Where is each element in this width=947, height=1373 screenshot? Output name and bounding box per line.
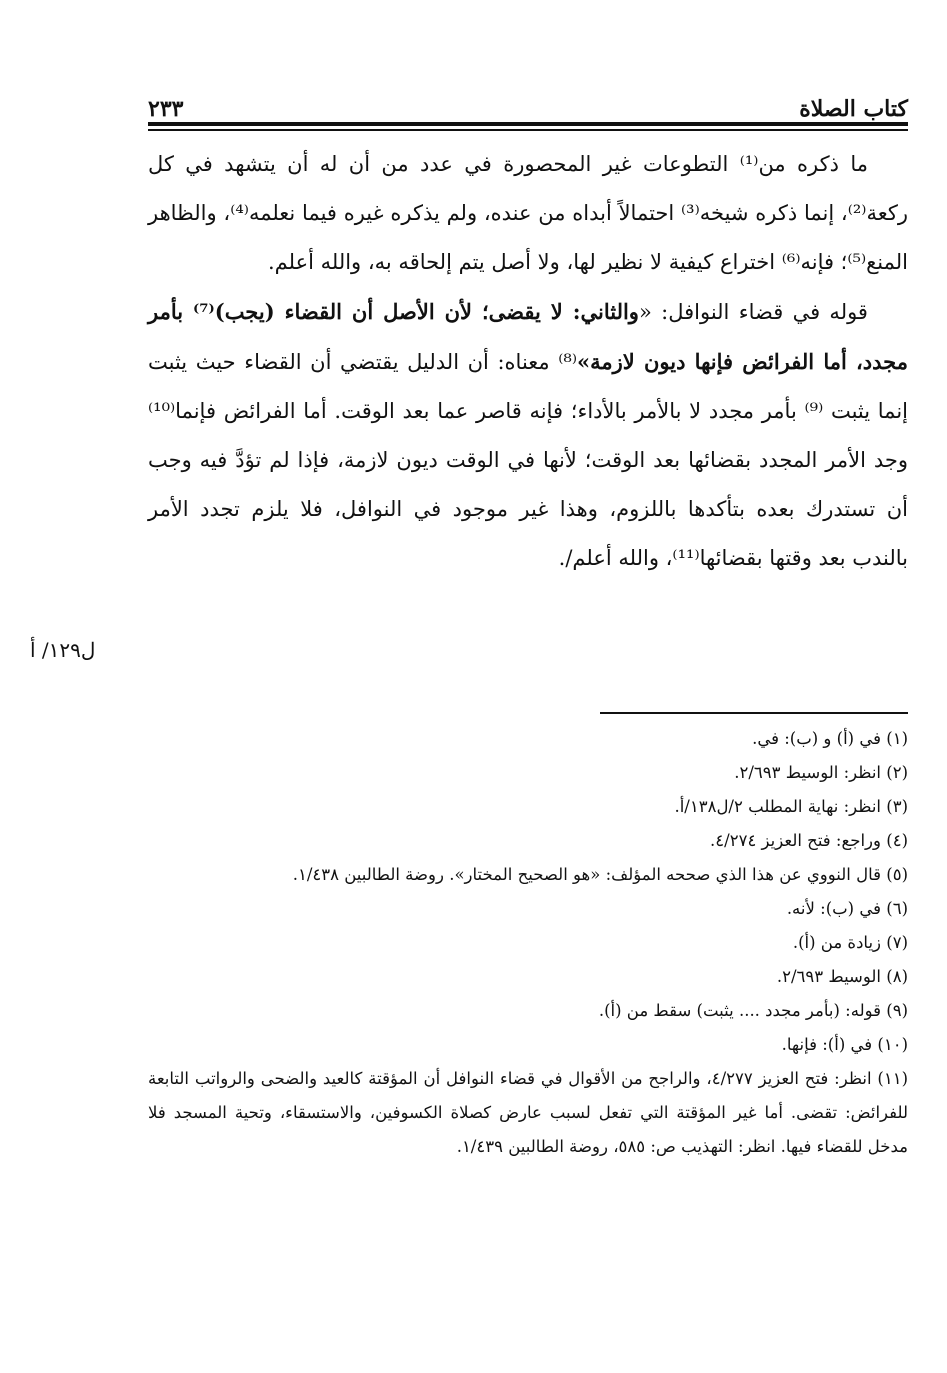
footnote-2: (٢) انظر: الوسيط ٢/٦٩٣.	[734, 763, 908, 782]
footnote-3: (٣) انظر: نهاية المطلب ٢/ل١٣٨/أ.	[674, 797, 908, 816]
footnote-9: (٩) قوله: (بأمر مجدد .... يثبت) سقط من (أ).	[598, 1001, 908, 1020]
main-text	[148, 140, 908, 583]
paragraph-2	[148, 287, 908, 583]
paragraph-2-commentary: ⁽⁸⁾ معناه: أن الدليل يقتضي أن القضاء حيث يثبت إنما يثبت ⁽⁹⁾ بأمر مجدد لا بالأمر بالأداء؛ فإنه قاصر عما بعد الوقت. أما الفرائض فإنما⁽¹⁰⁾ وجد الأمر المجدد بقضائها بعد الوقت؛ لأنها في الوقت ديون لازمة، فإذا لم تؤدَّ فيه وجب أن تستدرك بعده بتأكدها باللزوم، وهذا غير موجود في النوافل، فلا يلزم تجدد الأمر بالندب بعد وقتها بقضائها⁽¹¹⁾، والله أعلم/.	[148, 350, 909, 570]
paragraph-1: ما ذكره من⁽¹⁾ التطوعات غير المحصورة في عدد من أن له أن يتشهد في كل ركعة⁽²⁾، إنما ذكره شيخه⁽³⁾ احتمالاً أبداه من عنده، ولم يذكره غيره فيما نعلمه⁽⁴⁾، والظاهر المنع⁽⁵⁾؛ فإنه⁽⁶⁾ اختراع كيفية لا نظير لها، ولا أصل يتم إلحاقه به، والله أعلم.	[148, 152, 908, 274]
manuscript-folio-note: ل١٢٩/ أ	[30, 638, 96, 662]
paragraph-2-quote: والثاني: لا يقضى؛ لأن الأصل أن القضاء (يجب)⁽⁷⁾ بأمر مجدد، أما الفرائض فإنها ديون لازمة»	[148, 299, 908, 374]
page-header	[148, 88, 908, 122]
chapter-title: كتاب الصلاة	[799, 96, 908, 122]
footnote-separator	[600, 712, 908, 714]
footnote-10: (١٠) في (أ): فإنها.	[781, 1035, 908, 1054]
header-rule-thick	[148, 122, 908, 126]
footnote-4: (٤) وراجع: فتح العزيز ٤/٢٧٤.	[710, 831, 908, 850]
footnote-1: (١) في (أ) و (ب): في.	[752, 729, 908, 748]
paragraph-2-intro: قوله في قضاء النوافل: «	[638, 300, 868, 324]
footnote-6: (٦) في (ب): لأنه.	[786, 899, 908, 918]
footnote-7: (٧) زيادة من (أ).	[792, 933, 908, 952]
page-number: ٢٣٣	[148, 96, 184, 122]
footnote-11: (١١) انظر: فتح العزيز ٤/٢٧٧، والراجح من الأقوال في قضاء النوافل أن المؤقتة كالعيد والضحى والرواتب التابعة للفرائض: تقضى. أما غير المؤقتة التي تفعل لسبب عارض كصلاة الكسوفين، والاستسقاء، وتحية المسجد فلا مدخل للقضاء فيها. انظر: التهذيب ص: ٥٨٥، روضة الطالبين ١/٤٣٩.	[148, 1069, 909, 1156]
footnote-8: (٨) الوسيط ٢/٦٩٣.	[776, 967, 908, 986]
header-rule-thin	[148, 129, 908, 131]
footnote-5: (٥) قال النووي عن هذا الذي صححه المؤلف: «هو الصحيح المختار». روضة الطالبين ١/٤٣٨.	[292, 865, 908, 884]
footnotes	[148, 722, 908, 1164]
